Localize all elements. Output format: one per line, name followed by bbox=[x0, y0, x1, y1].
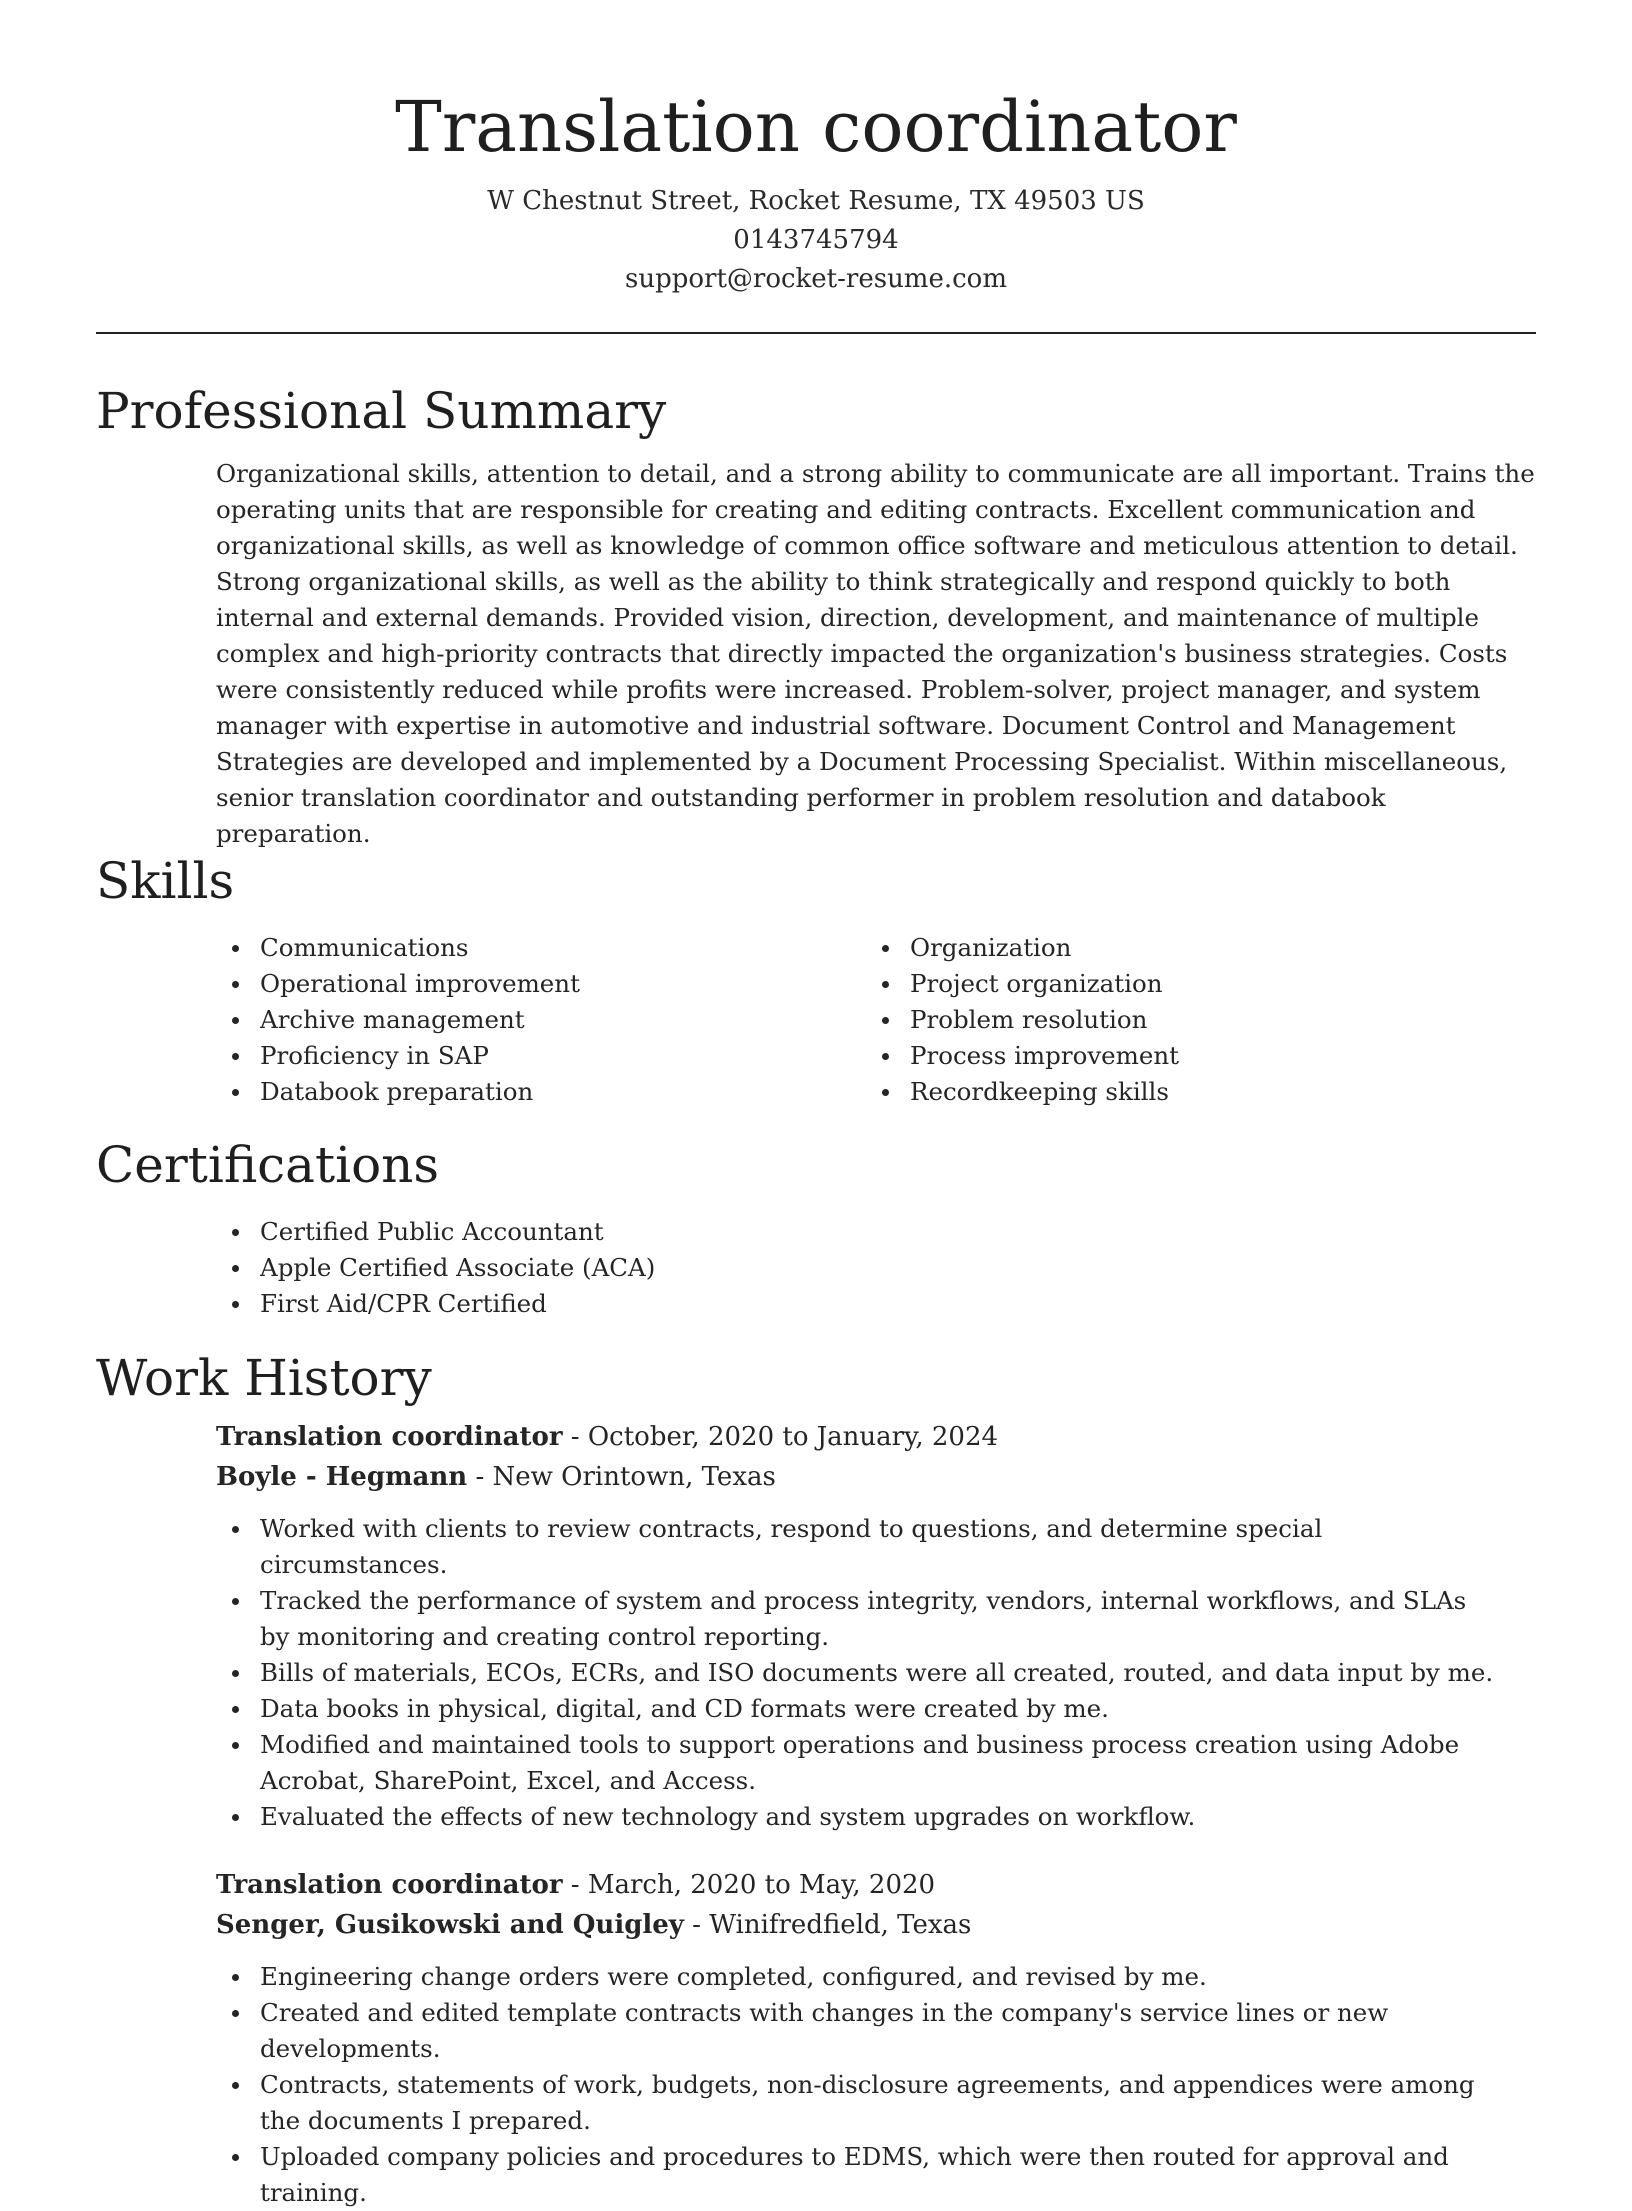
job-bullet: Evaluated the effects of new technology and system upgrades on workflow. bbox=[216, 1799, 1500, 1835]
candidate-name: Translation coordinator bbox=[395, 86, 1237, 168]
skills-title: Skills bbox=[96, 852, 235, 910]
job-bullet: Created and edited template contracts with changes in the company's service lines or new developments. bbox=[216, 1995, 1500, 2067]
job-role: Translation coordinator bbox=[216, 1870, 563, 1900]
skill-item: Process improvement bbox=[866, 1038, 1516, 1074]
skills-list-left bbox=[216, 930, 866, 1110]
job-employer: Senger, Gusikowski and Quigley bbox=[216, 1910, 684, 1940]
skill-item: Operational improvement bbox=[216, 966, 866, 1002]
summary-section bbox=[96, 380, 1536, 852]
summary-text: Organizational skills, attention to detail, and a strong ability to communicate are all important. Trains the operating units that are responsible for creating and editing contracts. Excellent communication and organizational skills, as well as knowledge of common office software and meticulous attention to detail. Strong organizational skills, as well as the ability to think strategically and respond quickly to both internal and external demands. Provided vision, direction, development, and maintenance of multiple complex and high-priority contracts that directly impacted the organization's business strategies. Costs were consistently reduced while profits were increased. Problem-solver, project manager, and system manager with expertise in automotive and industrial software. Document Control and Management Strategies are developed and implemented by a Document Processing Specialist. Within miscellaneous, senior translation coordinator and outstanding performer in problem resolution and databook preparation. bbox=[216, 459, 1535, 848]
job-bullet-list bbox=[216, 1511, 1536, 1835]
job-employer: Boyle - Hegmann bbox=[216, 1462, 468, 1492]
job-title-line bbox=[216, 1865, 1536, 1905]
job-location: - New Orintown, Texas bbox=[467, 1462, 776, 1492]
job-dates: - October, 2020 to January, 2024 bbox=[562, 1422, 999, 1452]
job-entry bbox=[216, 1865, 1536, 2211]
skill-item: Communications bbox=[216, 930, 866, 966]
skills-list-right bbox=[866, 930, 1516, 1110]
contact-block bbox=[96, 182, 1536, 299]
skill-item: Problem resolution bbox=[866, 1002, 1516, 1038]
skill-item: Proficiency in SAP bbox=[216, 1038, 866, 1074]
resume-page bbox=[96, 0, 1536, 2207]
work-history-title: Work History bbox=[96, 1349, 432, 1407]
job-bullet: Data books in physical, digital, and CD formats were created by me. bbox=[216, 1691, 1500, 1727]
skill-item: Organization bbox=[866, 930, 1516, 966]
email-line: support@rocket-resume.com bbox=[624, 264, 1007, 294]
resume-header bbox=[96, 0, 1536, 334]
certification-item: First Aid/CPR Certified bbox=[216, 1286, 1536, 1322]
job-bullet: Tracked the performance of system and process integrity, vendors, internal workflows, and SLAs by monitoring and creating control reporting. bbox=[216, 1583, 1500, 1655]
certifications-section bbox=[96, 1134, 1536, 1322]
certifications-list bbox=[216, 1214, 1536, 1322]
job-bullet: Uploaded company policies and procedures to EDMS, which were then routed for approval and training. bbox=[216, 2139, 1500, 2211]
job-bullet: Worked with clients to review contracts, respond to questions, and determine special circumstances. bbox=[216, 1511, 1500, 1583]
skills-section bbox=[96, 850, 1536, 1110]
job-bullet: Bills of materials, ECOs, ECRs, and ISO documents were all created, routed, and data input by me. bbox=[216, 1655, 1500, 1691]
job-title-line bbox=[216, 1417, 1536, 1457]
job-dates: - March, 2020 to May, 2020 bbox=[562, 1870, 936, 1900]
summary-title: Professional Summary bbox=[96, 382, 667, 440]
job-employer-line bbox=[216, 1457, 1536, 1497]
job-bullet: Contracts, statements of work, budgets, non-disclosure agreements, and appendices were among the documents I prepared. bbox=[216, 2067, 1500, 2139]
work-history-section bbox=[96, 1347, 1536, 2211]
job-bullet: Engineering change orders were completed, configured, and revised by me. bbox=[216, 1959, 1500, 1995]
address-line: W Chestnut Street, Rocket Resume, TX 49503 US bbox=[487, 186, 1145, 216]
job-bullet-list bbox=[216, 1959, 1536, 2211]
job-employer-line bbox=[216, 1905, 1536, 1945]
job-location: - Winifredfield, Texas bbox=[683, 1910, 972, 1940]
skills-columns bbox=[216, 930, 1536, 1110]
skill-item: Project organization bbox=[866, 966, 1516, 1002]
certification-item: Apple Certified Associate (ACA) bbox=[216, 1250, 1536, 1286]
certifications-title: Certifications bbox=[96, 1136, 440, 1194]
job-entry bbox=[216, 1417, 1536, 1835]
phone-line: 0143745794 bbox=[733, 225, 899, 255]
job-bullet: Modified and maintained tools to support operations and business process creation using Adobe Acrobat, SharePoint, Excel, and Access. bbox=[216, 1727, 1500, 1799]
job-role: Translation coordinator bbox=[216, 1422, 563, 1452]
skill-item: Recordkeeping skills bbox=[866, 1074, 1516, 1110]
skill-item: Archive management bbox=[216, 1002, 866, 1038]
certification-item: Certified Public Accountant bbox=[216, 1214, 1536, 1250]
header-divider bbox=[96, 332, 1536, 334]
skill-item: Databook preparation bbox=[216, 1074, 866, 1110]
